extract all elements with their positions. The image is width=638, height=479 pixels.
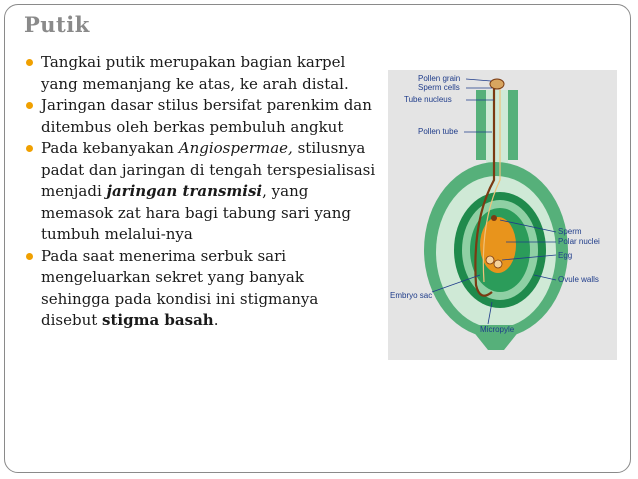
bullet-item xyxy=(26,138,376,246)
bullet-item xyxy=(26,246,376,332)
leader-line xyxy=(466,79,491,81)
bullet-text: Tangkai putik merupakan bagian karpel yang memanjang ke atas, ke arah distal. xyxy=(41,53,349,93)
label-ovule-walls: Ovule walls xyxy=(558,275,599,284)
pollen-grain-shape xyxy=(490,79,504,89)
bullet-item xyxy=(26,95,376,138)
bullet-item xyxy=(26,52,376,95)
bullet-text: , yang memasok zat hara bagi tabung sari yang tumbuh melalui-nya xyxy=(41,182,352,243)
ovule-diagram-svg xyxy=(388,70,617,360)
egg-cell xyxy=(486,256,494,264)
bullet-text: Jaringan dasar stilus bersifat parenkim dan ditembus oleh berkas pembuluh angkut xyxy=(41,96,372,136)
label-micropyle: Micropyle xyxy=(480,325,515,334)
sperm-dot xyxy=(491,215,497,221)
bullet-text: Pada saat menerima serbuk sari mengeluarkan sekret yang banyak sehingga pada kondisi ini stigmanya disebut xyxy=(41,246,319,329)
slide-title: Putik xyxy=(24,12,90,37)
bullet-term-jaringan-transmisi: jaringan transmisi xyxy=(106,182,263,200)
bullet-text: stilusnya padat dan jaringan di tengah terspesialisasi menjadi xyxy=(41,139,376,200)
label-sperm: Sperm xyxy=(558,227,582,236)
egg-cell xyxy=(494,260,502,268)
label-tube-nucleus: Tube nucleus xyxy=(404,95,452,104)
bullet-text: Pada kebanyakan xyxy=(41,139,179,157)
label-pollen-tube: Pollen tube xyxy=(418,127,459,136)
bullet-term-angiospermae: Angiospermae, xyxy=(178,139,293,157)
bullet-list xyxy=(26,52,376,332)
style-inner xyxy=(486,90,508,165)
label-embryo-sac: Embryo sac xyxy=(390,291,433,300)
bullet-term-stigma-basah: stigma basah xyxy=(102,311,214,329)
ovule-diagram xyxy=(388,70,617,360)
bullet-text: . xyxy=(213,311,219,329)
label-polar-nuclei: Polar nuclei xyxy=(558,237,600,246)
label-egg: Egg xyxy=(558,251,573,260)
label-sperm-cells: Sperm cells xyxy=(418,83,460,92)
label-pollen-grain: Pollen grain xyxy=(418,74,461,83)
